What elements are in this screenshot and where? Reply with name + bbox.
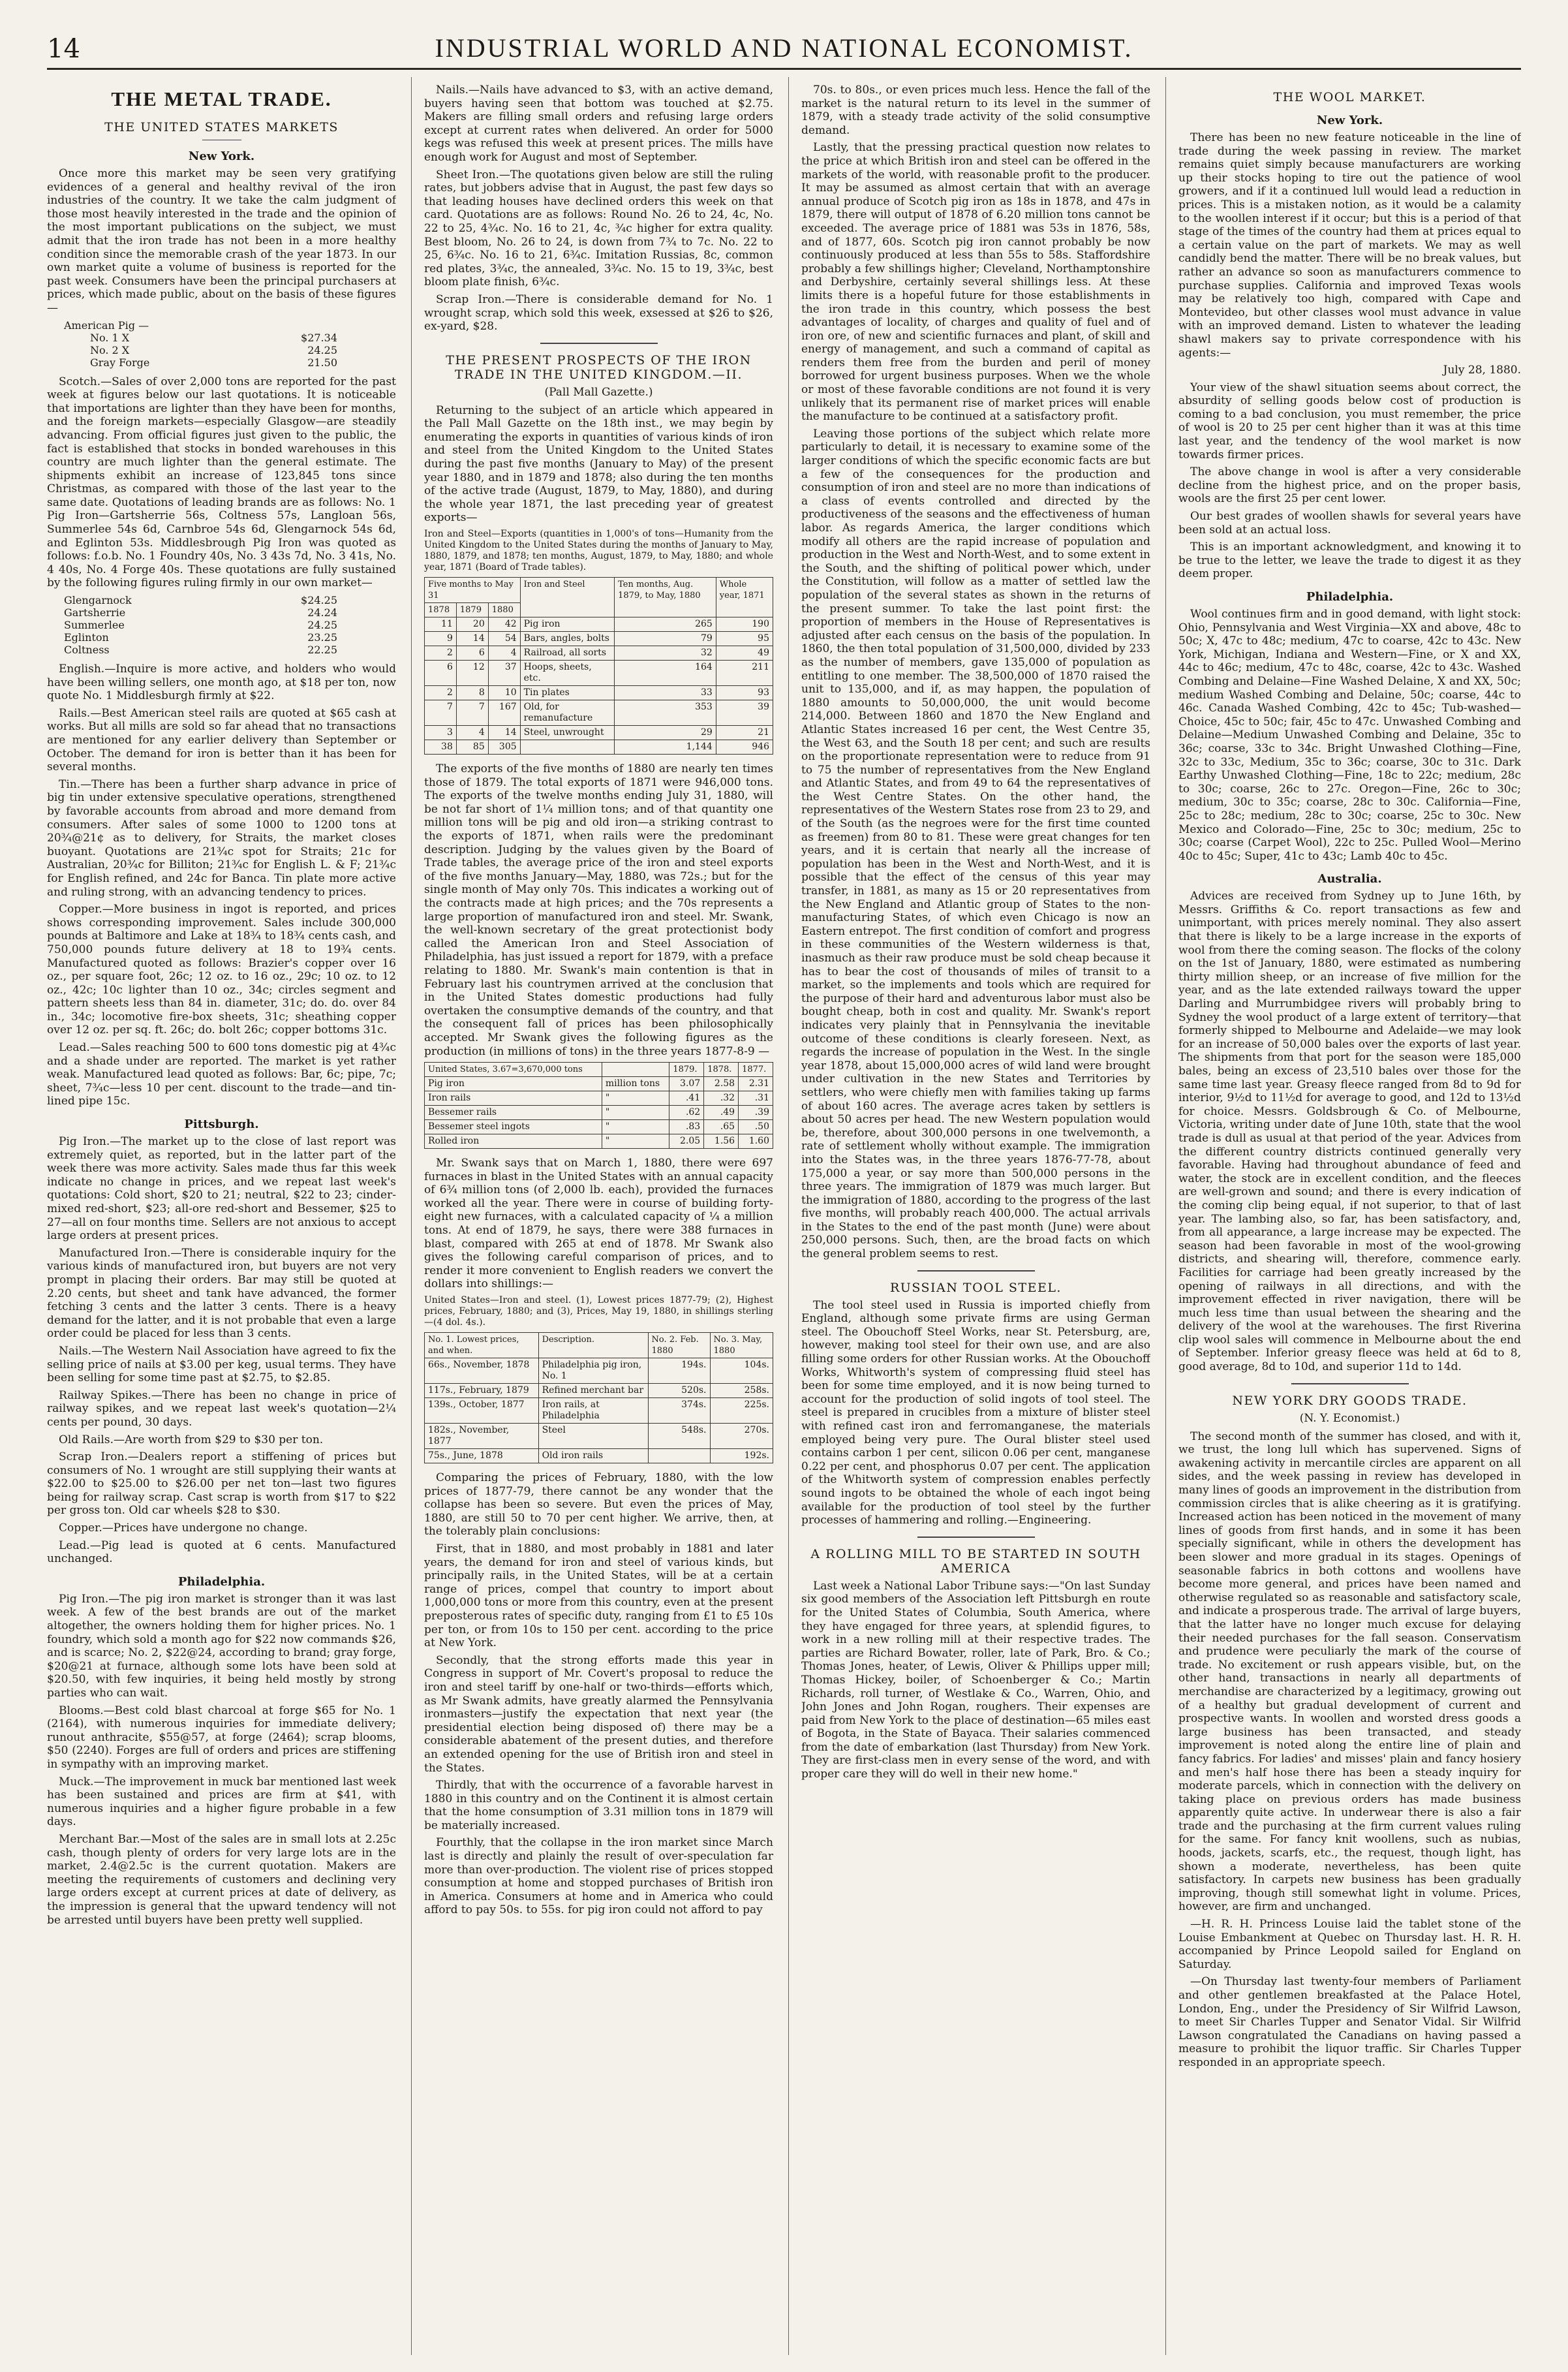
table-row [425, 1120, 773, 1134]
table-group-header: Five months to May 31 [425, 578, 521, 603]
table-cell: 1,144 [615, 740, 716, 755]
paragraph: First, that in 1880, and most probably in 1881 and later years, the demand for iron and steel of various kinds, but principally rails, in the United States, will be at a certain range of prices, compel that country to import about 1,000,000 tons or more from this country, even at the present preposterous rates of specific duty, ranging from £1 to £5 10s per ton, or from 10s to 150 per cent. according to the price at New York. [424, 1542, 773, 1650]
newspaper-title: INDUSTRIAL WORLD AND NATIONAL ECONOMIST. [435, 33, 1133, 63]
column-4 [1178, 84, 1521, 2349]
table-cell: Bessemer rails [425, 1106, 602, 1120]
paragraph: Scrap Iron.—Dealers report a stiffening of prices but consumers of No. 1 wrought are still supplying their wants at $22.00 to $25.00 to $26.00 per net ton—last two figures being for railway scrap. Cast scrap is worth from $17 to $22 per gross ton. Old car wheels $28 to $30. [47, 1450, 396, 1518]
table-row [425, 726, 773, 740]
table-cell: Refined merchant bar [538, 1384, 648, 1398]
table-cell: 29 [615, 726, 716, 740]
table-header: 1879. [669, 1063, 704, 1077]
table-cell: 211 [716, 661, 773, 686]
table-cell: 225s. [710, 1398, 773, 1424]
table-cell: 20 [456, 617, 488, 632]
table-header: No. 2. Feb. 1880 [648, 1333, 710, 1358]
paragraph: Thirdly, that with the occurrence of a favorable harvest in 1880 in this country and on the Continent it is almost certain that the home consumption of 3.31 million tons in 1879 will be materially increased. [424, 1779, 773, 1832]
table-cell: 7 [425, 700, 457, 726]
letter-date: July 28, 1880. [1443, 364, 1521, 377]
paragraph: Blooms.—Best cold blast charcoal at forge $65 for No. 1 (2164), with numerous inquiries for immediate delivery; runout anthracite, $55@57, at forge (2464); scrap blooms, $50 (2240). Forges are full of orders and prices are stiffening in sympathy with an improving market. [47, 1704, 396, 1771]
table-cell: 520s. [648, 1384, 710, 1398]
american-pig-prices [64, 319, 396, 369]
table-cell: Iron rails, at Philadelphia [538, 1398, 648, 1424]
table-cell: 4 [488, 646, 520, 661]
price-comparison-table [424, 1332, 773, 1463]
table-cell: .32 [704, 1091, 739, 1106]
paragraph: Sheet Iron.—The quotations given below are still the ruling rates, but jobbers advise that in August, the past few days so that leading houses have declined orders this week on that card. Quotations are as follows: Round No. 26 to 24, 4c, No. 22 to 25, 4¾c. No. 16 to 21, 4c, ¾c higher for extra quality. Best bloom, No. 26 to 24, is down from 7¾ to 7c. No. 22 to 25, 6¾c. No. 16 to 21, 6¾c. Imitation Russias, 8c, common red plates, 3¾c, the annealed, 3¾c. No. 15 to 19, 3¾c, best bloom plate finish, 6¾c. [424, 168, 773, 289]
paragraph: English.—Inquire is more active, and holders who would have been willing sellers, one month ago, at $18 per ton, now quote No. 1 Middlesburgh firmly at $22. [47, 663, 396, 703]
column-1 [47, 84, 396, 2349]
table-cell: 6 [456, 646, 488, 661]
paragraph: Scrap Iron.—There is considerable demand for No. 1 wrought scrap, which sold this week, exsessed at $26 to $26, ex-yard, $28. [424, 292, 773, 334]
table-header: Whole year, 1871 [716, 578, 773, 617]
table-cell: .39 [739, 1106, 773, 1120]
table-cell: .83 [669, 1120, 704, 1134]
paragraph: Copper.—Prices have undergone no change. [59, 1522, 308, 1535]
table-cell: 167 [488, 700, 520, 726]
column-divider [788, 77, 789, 2355]
divider [540, 343, 658, 344]
table-cell: Rolled iron [425, 1134, 602, 1149]
paragraph: Merchant Bar.—Most of the sales are in small lots at 2.25c cash, though plenty of orders for very large lots are in the market, 2.4@2.5c is the current quotation. Makers are meeting the requirements of customers and declining very large orders except at current prices at date of delivery, as the impression is general that the upward tendency will not be arrested until buyers have been pretty well supplied. [47, 1832, 396, 1927]
table-cell: .49 [704, 1106, 739, 1120]
paragraph: Railway Spikes.—There has been no change in price of railway spikes, and we repeat last week's quotation—2¼ cents per pound, 30 days. [47, 1388, 396, 1429]
paragraph: Comparing the prices of February, 1880, with the low prices of 1877-79, there cannot be any wonder that the collapse has been so severe. But even the prices of May, 1880, are still 50 to 70 per cent higher. We arrive, then, at the tolerably plain conclusions: [424, 1471, 773, 1538]
table-cell: Bars, angles, bolts [520, 632, 614, 646]
article-title-wool-market: THE WOOL MARKET. [1273, 90, 1426, 104]
paragraph: Lead.—Pig lead is quoted at 6 cents. Manufactured unchanged. [47, 1538, 396, 1566]
table-cell: Bessemer steel ingots [425, 1120, 602, 1134]
section-heading-philadelphia: Philadelphia. [1306, 590, 1394, 604]
column-divider [411, 77, 412, 2355]
table-header: 1877. [739, 1063, 773, 1077]
table-cell: 164 [615, 661, 716, 686]
column-2 [424, 84, 773, 2349]
table-row [425, 646, 773, 661]
table-cell: " [602, 1134, 669, 1149]
table-cell: Steel, unwrought [520, 726, 614, 740]
table-cell: 7 [456, 700, 488, 726]
paragraph: Wool continues firm and in good demand, with light stock: Ohio, Pennsylvania and West Virginia—XX and above, 48c to 50c; X, 47c to 48c; medium, 47c to coarse, 42c to 43c. New York, Michigan, Indiana and Western—Fine, or X and XX, 44c to 46c; medium, 47c to 48c, coarse, 42c to 43c. Washed Combing and Delaine—Fine Washed Delaine, X and XX, 50c; medium Washed Combing and Delaine, 50c; coarse, 44c to 46c. Canada Washed Combing, 42c to 45c; Tub-washed—Choice, 45c to 50c; fair, 45c to 47c. Unwashed Combing and Delaine—Medium Unwashed Combing and Delaine, 35c to 36c; coarse, 33c to 34c. Bright Unwashed Clothing—Fine, 32c to 33c, Medium, 35c to 36c; coarse, 30c to 31c. Dark Earthy Unwashed Clothing—Fine, 18c to 22c; medium, 28c to 30c; coarse, 26c to 27c. Oregon—Fine, 26c to 30c; medium, 30c to 35c; coarse, 28c to 30c. California—Fine, 25c to 28c; medium, 28c to 30c; coarse, 25c to 30c. New Mexico and Colorado—Fine, 25c to 30c; medium, 25c to 30c; coarse (Carpet Wool), 22c to 25c. Pulled Wool—Merino 40c to 45c; Super, 41c to 43c; Lamb 40c to 45c. [1178, 608, 1521, 863]
subtitle-us-markets: THE UNITED STATES MARKETS [104, 120, 339, 134]
table-header: Description. [538, 1333, 648, 1358]
divider [917, 1270, 1035, 1272]
paragraph: Pig Iron.—The market up to the close of last report was extremely quiet, as reported, but in the latter part of the week there was more activity. Sales made thus far this week indicate no change in prices, and we repeat last week's quotations: Cold short, $20 to 21; neutral, $22 to 23; cinder-mixed red-short, $23; all-ore red-short and Bessemer, $25 to 27—all on four months time. Sellers are not anxious to accept large orders at present prices. [47, 1135, 396, 1243]
paragraph: This is an important acknowledgment, and knowing it to be true to the letter, we leave the trade to digest it as they deem proper. [1178, 540, 1521, 581]
table-cell: 192s. [710, 1449, 773, 1463]
paragraph: Fourthly, that the collapse in the iron market since March last is directly and plainly the result of over-speculation far more than over-production. The violent rise of prices stopped consumption at home and stopped purchases of British iron in America. Consumers at home and in America who could afford to pay 50s. to 55s. for pig iron could not afford to pay [424, 1836, 773, 1917]
column-3 [801, 84, 1150, 2349]
table-cell: 10 [488, 686, 520, 700]
table-cell: 1.56 [704, 1134, 739, 1149]
paragraph: Last week a National Labor Tribune says:—"On last Sunday six good members of the Association left Pittsburgh en route for the United States of Columbia, South America, where they have engaged for three years, at splendid figures, to work in a new rolling mill at their respective trades. The parties are Richard Bowater, roller, late of Park, Bro. & Co.; Thomas Jones, heater, of Lewis, Oliver & Phillips upper mill; Thomas Hickey, boiler, of Schoenberger & Co.; Martin Richards, roll turner, of Westlake & Co., Warren, Ohio, and John Jones and John Rogan, roughers. Their expenses are paid from New York to the place of destination—65 miles east of Bogota, in the State of Bayaca. Their salaries commenced from the date of embarkation (last Thursday) from New York. They are first-class men in every sense of the word, and with proper care they will do well in their new home." [801, 1579, 1150, 1781]
table-cell: Iron rails [425, 1091, 602, 1106]
paragraph: Leaving those portions of the subject which relate more particularly to detail, it is necessary to examine some of the larger conditions of which the specific economic facts are but a few of the consequences for the production and consumption of iron and steel are no more than indications of a class of events controlled and directed by the productiveness of the seasons and the effectiveness of human labor. As regards America, the larger conditions which modify all others are the rapid increase of population and production in the West and North-West, and to some extent in the South, and the shifting of political power which, under the Constitution, will follow as a matter of settled law the population of the several states as shown in the returns of the present summer. To take the last point first: the proportion of members in the House of Representatives is adjusted after each census on the basis of the population. In 1860, the then total population of 31,500,000, divided by 233 as the number of members, gave 135,000 of population as entitling to one member. The 38,500,000 of 1870 raised the unit to 135,000, and if, as may happen, the population of 1880 amounts to 50,000,000, the unit would become 214,000. Between 1860 and 1870 the New England and Atlantic States increased 16 per cent, the West Centre 35, the West 63, and the South 18 per cent; and such are results on the proportionate representation were to reduce from 91 to 75 the number of representatives from the New England and Atlantic States, and from 49 to 64 the representatives of the West Centre States. On the other hand, the representatives of the Western States rose from 23 to 29, and of the South (as the negroes were for the first time counted as freemen) from 80 to 81. These were great changes for ten years, and it is certain that nearly all the increase of population has been in the West and North-West, and it is possible that the effect of the census of this year may transfer, in 1881, as many as 15 or 20 representatives from the New England and Atlantic group of States to the non-manufacturing States, of which even Chicago is now an Eastern entrepot. The first condition of comfort and progress in these communities of the Western wilderness is that, inasmuch as their raw produce must be sold cheap because it has to bear the cost of thousands of miles of transit to a market, so the implements and tools which are required for the purpose of their hard and adventurous labor must also be bought cheap, both in cost and quality. Mr. Swank's report indicates very plainly that in Pennsylvania the inevitable outcome of these conditions is clearly foreseen. Next, as regards the increase of population in the West. In the single year 1878, about 15,000,000 acres of wild land were brought under cultivation in the new States and Territories by settlers, who were chiefly men with families taking up farms of about 160 acres. The average acres taken by settlers is about 50 acres per head. The new Western population would be, therefore, about 300,000 persons in one twelvemonth, a rate of settlement wholly without example. The immigration into the States was, in the three years 1876-77-78, about 175,000 a year, or say more than 500,000 persons in the three years. The immigration of 1879 was much larger. But the immigration of 1880, according to the progress of the last five months, will probably reach 400,000. The actual arrivals in the States to the end of the past month (June) were about 250,000 persons. Such, then, are the broad facts on which the general problem seems to rest. [801, 427, 1150, 1261]
paragraph: —H. R. H. Princess Louise laid the tablet stone of the Louise Embankment at Quebec on Thursday last. H. R. H. accompanied by Prince Leopold sailed for England on Saturday. [1178, 1918, 1521, 1971]
column-divider [1165, 77, 1166, 2355]
price-row: No. 1 X $27.34 [90, 331, 337, 344]
table-row [425, 686, 773, 700]
table-cell: 2.58 [704, 1077, 739, 1091]
table-cell: 548s. [648, 1424, 710, 1449]
paragraph: Pig Iron.—The pig iron market is stronger than it was last week. A few of the best brands are out of the market altogether, the owners holding them for higher prices. No. 1 foundry, which sold a month ago for $22 now commands $26, and is scarce; No. 2, $22@24, according to brand; gray forge, $20@21 at furnace, although some lots have been sold at $20.50, with few inquiries, it being held mostly by strong parties who can wait. [47, 1592, 396, 1700]
masthead-rule [47, 68, 1521, 70]
table-cell: 66s., November, 1878 [425, 1358, 539, 1384]
paragraph: Mr. Swank says that on March 1, 1880, there were 697 furnaces in blast in the United States with an annual capacity of 6¾ million tons (of 2,000 lb. each), provided the furnaces worked all the year. There were in course of building forty-eight new furnaces, with a calculated capacity of ¼ a million tons. At end of 1879, he says, there were 388 furnaces in blast, compared with 265 at end of 1878. Mr Swank also gives the following careful comparison of prices, and to render it more convenient to English readers we convert the dollars into shillings:— [424, 1157, 773, 1291]
paragraph: Manufactured Iron.—There is considerable inquiry for the various kinds of manufactured iron, but buyers are not very prompt in placing their orders. Bar may still be quoted at 2.20 cents, but sheet and tank have advanced, the former fetching 3 cents and the latter 3 cents. There is a heavy demand for the latter, and it is not probable that even a large order could be placed for less than 3 cents. [47, 1246, 396, 1341]
table-header: 1878. [704, 1063, 739, 1077]
table-row [425, 1134, 773, 1149]
masthead [0, 0, 1568, 63]
table-cell: Pig iron [520, 617, 614, 632]
section-heading-new-york: New York. [1316, 114, 1383, 127]
table-row [425, 617, 773, 632]
table-cell: 1.60 [739, 1134, 773, 1149]
price-row: Glengarnock $24.25 [64, 594, 337, 607]
table-cell: 946 [716, 740, 773, 755]
paragraph: There has been no new feature noticeable in the line of trade during the week passing in review. The market remains quiet simply because manufacturers are working up their stocks hoping to tire out the patience of wool growers, and if it a continued lull would lead a reduction in prices. This is a mistaken notion, as it would be a calamity to the woollen interest if it occur; but this is a period of that stage of the times of the country had them at prices equal to a certain value on the part of markets. We may as well candidly bend the matter. There will be no break values, but rather an advance so soon as manufacturers commence to purchase supplies. California and improved Texas wools may be relatively too high, compared with Cape and Montevideo, but other classes wool must advance in value with an improved demand. Listen to whatever the leading shawl makers say to private correspondence with his agents:— [1178, 131, 1521, 360]
article-source: (N. Y. Economist.) [1299, 1411, 1400, 1425]
paragraph: Returning to the subject of an article which appeared in the Pall Mall Gazette on the 18th inst., we may begin by enumerating the exports in quantities of various kinds of iron and steel from the United Kingdom to the United States during the past five months (January to May) of the present year 1880, and in 1879 and 1878; also during the ten months of the active trade (August, 1879, to May, 1880), and during the whole year 1871, the last preceding year of greatest exports— [424, 403, 773, 525]
table-cell: Philadelphia pig iron, No. 1 [538, 1358, 648, 1384]
section-heading-new-york: New York. [188, 149, 255, 163]
table-cell: " [602, 1091, 669, 1106]
table-cell [648, 1449, 710, 1463]
table-header: 1879 [456, 603, 488, 617]
paragraph: Scotch.—Sales of over 2,000 tons are reported for the past week at figures below our last quotations. It is noticeable that importations are lighter than they have been for months, and the foreign markets—especially Glasgow—are steadily advancing. From official figures just given to the public, the fact is established that stocks in bonded warehouses in this country are much lighter than the general estimate. The shipments exhibit an increase of 123,845 tons since Christmas, as compared with those of the last year to the same date. Quotations of leading brands are as follows: No. 1 Pig Iron—Gartsherrie 56s, Coltness 57s, Langloan 56s, Summerlee 54s 6d, Carnbroe 54s 6d, Glengarnock 54s 6d, and Eglinton 53s. Middlesbrough Pig Iron was quoted as follows: f.o.b. No. 1 Foundry 40s, No. 3 43s 7d, No. 3 41s, No. 4 40s, No. 4 Forge 40s. These quotations are fully sustained by the following figures ruling firmly in our own market— [47, 375, 396, 590]
table-cell: 85 [456, 740, 488, 755]
table-cell: 104s. [710, 1358, 773, 1384]
table-cell: 33 [615, 686, 716, 700]
table-cell: 139s., October, 1877 [425, 1398, 539, 1424]
section-heading-australia: Australia. [1317, 872, 1382, 886]
table-cell: 117s., February, 1879 [425, 1384, 539, 1398]
divider [1291, 1383, 1409, 1384]
table-header: No. 3. May, 1880 [710, 1333, 773, 1358]
paragraph: Nails.—Nails have advanced to $3, with an active demand, buyers having seen that bottom was touched at $2.75. Makers are filling small orders and refusing large orders except at current rates when delivered. An order for 5000 kegs was refused this week at present prices. The mills have enough work for August and most of September. [424, 84, 773, 164]
article-title-rolling-mill: A ROLLING MILL TO BE STARTED IN SOUTH AMERICA [810, 1546, 1141, 1576]
paragraph: Copper.—More business in ingot is reported, and prices shows corresponding improvement. Sales include 300,000 pounds at Baltimore and Lake at 18¾ to 18¾ cents cash, and 750,000 pounds future delivery at 18 to 19¾ cents. Manufactured quoted as follows: Brazier's copper over 16 oz., per square foot, 26c; 12 oz. to 16 oz., 29c; 10 oz. to 12 oz., 42c; 10c lighter than 10 oz., 34c; circles segment and pattern sheets less than 84 in. diameter, 31c; do. do. over 84 in., 34c; locomotive fire-box sheets, 31c; sheathing copper over 12 oz. per sq. ft. 26c; do. bolt 26c; copper bottoms 31c. [47, 903, 396, 1037]
table-cell: .65 [704, 1120, 739, 1134]
table-cell: Railroad, all sorts [520, 646, 614, 661]
table-row [425, 700, 773, 726]
article-title-iron-prospects: THE PRESENT PROSPECTS OF THE IRON TRADE IN THE UNITED KINGDOM.—II. [446, 352, 752, 382]
table-cell: 14 [456, 632, 488, 646]
table-cell: 265 [615, 617, 716, 632]
price-row: No. 2 X 24.25 [90, 343, 337, 356]
table-cell: Hoops, sheets, etc. [520, 661, 614, 686]
paragraph: Tin.—There has been a further sharp advance in price of big tin under extensive speculative operations, strengthened by favorable accounts from abroad and more demand from consumers. After sales of some 1000 to 1200 tons at 20¾@21¢ as to delivery, for Straits, the market closes buoyant. Quotations are 21¾c spot for Straits; 21c for Australian, 20¾c for Billiton; 21¾c for English L. & F; 21¾c for English refined, and 24c for Banca. Tin plate more active and ruling strong, with an advancing tendency to prices. [47, 777, 396, 899]
table-cell: Pig iron [425, 1077, 602, 1091]
table-row [425, 1449, 773, 1463]
table-row [425, 1384, 773, 1398]
page-number: 14 [47, 34, 80, 64]
table-cell: 305 [488, 740, 520, 755]
paragraph: 70s. to 80s., or even prices much less. Hence the fall of the market is the natural return to its level in the summer of 1879, with a steady trade activity of the solid consumptive demand. [801, 84, 1150, 137]
table-cell: .31 [739, 1091, 773, 1106]
table-header [602, 1063, 669, 1077]
table-cell: 190 [716, 617, 773, 632]
table-cell: 258s. [710, 1384, 773, 1398]
table-cell: 75s., June, 1878 [425, 1449, 539, 1463]
table-header: 1880 [488, 603, 520, 617]
table-cell: 38 [425, 740, 457, 755]
table-cell: 270s. [710, 1424, 773, 1449]
table-cell: .50 [739, 1120, 773, 1134]
table-cell: Steel [538, 1424, 648, 1449]
table-cell: .62 [669, 1106, 704, 1120]
table-cell: 2 [425, 646, 457, 661]
table-cell: 2.31 [739, 1077, 773, 1091]
paragraph: Nails.—The Western Nail Association have agreed to fix the selling price of nails at $3.00 per keg, usual terms. They have been selling for some time past at $2.75, to $2.85. [47, 1344, 396, 1385]
production-table [424, 1062, 773, 1149]
table-cell: 3.07 [669, 1077, 704, 1091]
paragraph: Secondly, that the strong efforts made this year in Congress in support of Mr. Covert's proposal to reduce the iron and steel tariff by one-half or two-thirds—efforts which, as Mr Swank admits, have greatly alarmed the Pennsylvania ironmasters—justify the expectation that next year (the presidential election being disposed of) there may be a considerable abatement of the present duties, and therefore an extended opening for the use of British iron and steel in the States. [424, 1653, 773, 1775]
table-cell: 374s. [648, 1398, 710, 1424]
price-row: Coltness 22.25 [64, 644, 337, 657]
table-row [425, 1091, 773, 1106]
table-caption: Iron and Steel—Exports (quantities in 1,000's of tons—Humanity from the United Kingdom to the United States during the months of January to May, 1880, 1879, and 1878; ten months, August, 1879, to May, 1880; and whole year, 1871 (Board of Trade tables). [424, 529, 773, 573]
table-cell: 4 [456, 726, 488, 740]
table-cell: 37 [488, 661, 520, 686]
table-header: United States, 3.67=3,670,000 tons [425, 1063, 602, 1077]
table-row [425, 1077, 773, 1091]
table-total-row [425, 740, 773, 755]
paragraph: Lead.—Sales reaching 500 to 600 tons domestic pig at 4¾c and a shade under are reported. The market is yet rather weak. Manufactured lead quoted as follows: Bar, 6c; pipe, 7c; sheet, 7¾c—less 10 per cent. discount to the trade—and tin-lined pipe 15c. [47, 1041, 396, 1108]
table-cell: 12 [456, 661, 488, 686]
table-cell: 14 [488, 726, 520, 740]
table-cell: " [602, 1120, 669, 1134]
table-cell: 95 [716, 632, 773, 646]
table-header: No. 1. Lowest prices, and when. [425, 1333, 539, 1358]
paragraph: Old Rails.—Are worth from $29 to $30 per ton. [59, 1433, 324, 1446]
table-cell: 194s. [648, 1358, 710, 1384]
table-cell: Old, for remanufacture [520, 700, 614, 726]
table-cell: Old iron rails [538, 1449, 648, 1463]
article-title-russian-tool-steel: RUSSIAN TOOL STEEL. [890, 1280, 1062, 1295]
table-cell: 93 [716, 686, 773, 700]
paragraph: Rails.—Best American steel rails are quoted at $65 cash at works. But all mills are sold so far ahead that no transactions are mentioned for any earlier delivery than September or October. The demand for iron is better than it has been for several months. [47, 706, 396, 774]
table-cell: 11 [425, 617, 457, 632]
section-heading-philadelphia: Philadelphia. [177, 1574, 266, 1589]
table-cell: " [602, 1106, 669, 1120]
table-header: Iron and Steel [520, 578, 614, 617]
table-cell: million tons [602, 1077, 669, 1091]
price-row: Gartsherrie 24.24 [64, 606, 337, 619]
price-row: Gray Forge 21.50 [90, 356, 337, 369]
table-cell: 42 [488, 617, 520, 632]
article-title-metal-trade: THE METAL TRADE. [111, 87, 332, 110]
divider [917, 1537, 1035, 1538]
price-row: American Pig — [64, 319, 149, 332]
table-cell: .41 [669, 1091, 704, 1106]
table-cell: 39 [716, 700, 773, 726]
table-cell: 2 [425, 686, 457, 700]
table-cell: 6 [425, 661, 457, 686]
paragraph: The above change in wool is after a very considerable decline from the highest price, and on the proper basis, wools are the first 25 per cent lower. [1178, 465, 1521, 506]
paragraph: The second month of the summer has closed, and with it, we trust, the long lull which has supervened. Signs of awakening activity in mercantile circles are apparent on all sides, and the week passing in review has developed in many lines of goods an improvement in the distribution from commission circles that is alike cheering as it is gratifying. Increased action has been noticed in the movement of many lines of goods from first hands, and in some it has been specially significant, while in others the development has been slower and more gradual in its stages. Openings of seasonable fabrics in both cottons and woollens have become more general, and prices have been named and otherwise regulated so as reasonable and satisfactory scale, and indicate a prosperous trade. The arrival of large buyers, that the latter have no longer much excuse for delaying their needed purchases for the fall season. Conservatism and prudence were peculiarly the mark of the course of trade. No excitement or rush appears visible, but, on the other hand, transactions in nearly all departments of merchandise are characterized by a legitimacy, growing out of a healthy but gradual development of current and prospective wants. In woollen and worsted dress goods a large business has been transacted, and steady improvement is noted along the entire line of plain and fancy fabrics. For ladies' and misses' plain and fancy hosiery and men's half hose there has been a steady inquiry for moderate parcels, which in connection with the delivery on taking place on previous orders has made business apparently quite active. In underwear there is also a fair trade and the purchasing at the firm current values ruling for the same. For fancy knit woollens, such as nubias, hoods, jackets, scarfs, etc., the request, though light, has shown a moderate, nevertheless, has been quite satisfactory. In carpets new business has been gradually improving, though still somewhat light in volume. Prices, however, are firm and unchanged. [1178, 1429, 1521, 1914]
table-row [425, 1358, 773, 1384]
article-source: (Pall Mall Gazette.) [544, 385, 653, 399]
table-row [425, 632, 773, 646]
table-cell: 3 [425, 726, 457, 740]
table-row [425, 1106, 773, 1120]
table-cell: 353 [615, 700, 716, 726]
table-header: 1878 [425, 603, 457, 617]
article-title-dry-goods: NEW YORK DRY GOODS TRADE. [1232, 1393, 1468, 1408]
paragraph: Advices are received from Sydney up to June 16th, by Messrs. Griffiths & Co. report transactions as few and unimportant, with prices merely nominal. They also assert that there is likely to be a large increase in the exports of wool from there the coming season. The flocks of the colony on the 1st of January, 1880, were estimated as numbering thirty million sheep, or an increase of five million for the year, and as the late extended railways toward the upper Darling and Murrumbidgee rivers will probably bring to Sydney the wool product of a large extent of territory—that formerly shipped to Melbourne and Adelaide—we may look for an increase of 50,000 bales over the exports of last year. The shipments from that port for the season were 185,000 bales, being an excess of 23,510 bales over those for the same time last year. Greasy fleece ranged from 8d to 9d for interior, 9½d to 11½d for average to good, and 12d to 13½d for choice. Messrs. Goldsbrough & Co. of Melbourne, Victoria, writing under date of June 10th, state that the wool trade is dull as usual at that period of the year. Advices from the different country districts continued generally very favorable. Having had throughout abundance of feed and water, the stock are in excellent condition, and the fleeces are well-grown and sound; and there is every indication of the coming clip being equal, if not superior, to that of last year. The lambing also, so far, has been satisfactory, and, from all appearance, a large increase may be expected. The season had been favorable in most of the wool-growing districts, and shearing will, therefore, commence early. Facilities for carriage had been greatly increased by the opening of railways in all directions, and with the improvement effected in river navigation, there will be much less time than usual between the shearing and the delivery of the wool at the warehouses. The first Riverina clip wool sales will commence in Melbourne about the end of September. Inferior greasy fleece was held at 6d to 8, good average, 8d to 10d, and superior 11d to 14d. [1178, 890, 1521, 1374]
price-row: Eglinton 23.25 [64, 631, 337, 644]
table-cell [520, 740, 614, 755]
table-cell: 8 [456, 686, 488, 700]
paragraph: —On Thursday last twenty-four members of Parliament and other gentlemen breakfasted at the Palace Hotel, London, Eng., under the Presidency of Sir Wilfrid Lawson, to meet Sir Charles Tupper and Senator Vidal. Sir Wilfrid Lawson congratulated the Canadians on having passed a measure to prohibit the liquor traffic. Sir Charles Tupper responded in an appropriate speech. [1178, 1975, 1521, 2069]
scotch-brand-prices [64, 594, 396, 656]
price-row: Summerlee 24.25 [64, 619, 337, 632]
table-cell: 32 [615, 646, 716, 661]
paragraph: The tool steel used in Russia is imported chiefly from England, although some private firms are using German steel. The Obouchoff Steel Works, near St. Petersburg, are, however, making tool steel for their own use, and are also filling some orders for other Russian works. At the Obouchoff Works, Whitworth's system of compressing fluid steel has been for some time employed, and it is now being turned to account for the production of solid ingots of tool steel. The steel is prepared in crucibles from a mixture of blister steel with refined cast iron and ferromanganese, the materials employed being very pure. The Oural blister steel used contains carbon 1 per cent, silicon 0.06 per cent, manganese 0.22 per cent, and phosphorus 0.07 per cent. The application of the Whitworth system of compression enables perfectly sound ingots to be obtained the whole of each ingot being available for the production of tool steel by the further processes of hammering and rolling.—Engineering. [801, 1298, 1150, 1527]
table-header: Ten months, Aug. 1879, to May, 1880 [615, 578, 716, 617]
table-cell: 2.05 [669, 1134, 704, 1149]
table-cell: 9 [425, 632, 457, 646]
exports-table [424, 577, 773, 755]
table-cell: Tin plates [520, 686, 614, 700]
paragraph: Lastly, that the pressing practical question now relates to the price at which British iron and steel can be offered in the markets of the world, with reasonable profit to the producer. It may be assumed as almost certain that with an average annual produce of Scotch pig iron as 18s in 1878, and 47s in 1879, there will output of 1878 of 6.20 million tons cannot be exceeded. The average price of 1881 was 53s in 1876, 58s, and of 1877, 60s. Scotch pig iron cannot probably be now continuously produced at less than 55s to 58s. Staffordshire probably a few shillings higher; Cleveland, Northamptonshire and Derbyshire, certainly several shillings less. At these limits there is a hopeful future for those establishments in the iron trade in this country, which possess the best advantages of locality, of charges and quality of fuel and of iron ore, of new and scientific furnaces and plant, of skill and energy of management, and such a command of capital as renders them free from the burden and peril of money borrowed for urgent business purposes. When we the whole or most of these favorable conditions are not found it is very unlikely that its permanent rise of market prices will enable the manufacture to be continued at a satisfactory profit. [801, 141, 1150, 424]
table-row [425, 661, 773, 686]
table-row [425, 1424, 773, 1449]
table-cell: 54 [488, 632, 520, 646]
paragraph: The exports of the five months of 1880 are nearly ten times those of 1879. The total exports of 1871 were 946,000 tons. The exports of the twelve months ending July 31, 1880, will be not far short of 1¼ million tons; and of that quantity one million tons will be pig and old iron—a striking contrast to the exports of 1871, when rails were the predominant description. Judging by the values given by the Board of Trade tables, the average price of the iron and steel exports of the five months January—May, 1880, was 72s.; but for the single month of May only 70s. This indicates a working out of the contracts made at high prices; and the 70s represents a large proportion of manufactured iron and steel. Mr. Swank, the well-known secretary of the great protectionist body called the American Iron and Steel Association of Philadelphia, has just issued a report for 1879, with a preface relating to 1880. Mr. Swank's main contention is that in February last his countrymen arrived at the conclusion that in the United States domestic productions had fully overtaken the consumptive demands of the country, and that the consequent fall of prices has been philosophically accepted. Mr Swank gives the following figures as the production (in millions of tons) in the three years 1877-8-9 — [424, 762, 773, 1058]
table-cell: 182s., November, 1877 [425, 1424, 539, 1449]
table-cell: 79 [615, 632, 716, 646]
paragraph: Your view of the shawl situation seems about correct, the absurdity of selling goods below cost of production is coming to a bad conclusion, you must remember, the price of wool is 20 to 25 per cent higher than it was at this time last year, and the tendency of the wool market is now towards firmer prices. [1178, 381, 1521, 461]
table-caption: United States—Iron and steel. (1), Lowest prices 1877-79; (2), Highest prices, February, 1880; and (3), Prices, May 19, 1880, in shillings sterling—(4 dol. 4s.). [424, 1295, 773, 1328]
paragraph: Muck.—The improvement in muck bar mentioned last week has been sustained and prices are firm at $41, with numerous inquiries and a higher figure probable in a few days. [47, 1775, 396, 1829]
table-row [425, 1398, 773, 1424]
section-heading-pittsburgh: Pittsburgh. [184, 1117, 259, 1132]
table-cell: 21 [716, 726, 773, 740]
paragraph: Once more this market may be seen very gratifying evidences of a general and healthy revival of the iron industries of the country. It we take the calm judgment of those most heavily interested in the trade and the opinion of the most important publications on the subject, we must admit that the iron trade has not been in a more healthy condition since the memorable crash of the year 1873. In our own market quite a volume of business is reported for the past week. Consumers have been the principal purchasers at prices, which made public, about on the basis of these figures— [47, 167, 396, 315]
paragraph: Our best grades of woollen shawls for several years have been sold at an actual loss. [1178, 510, 1521, 537]
table-cell: 49 [716, 646, 773, 661]
